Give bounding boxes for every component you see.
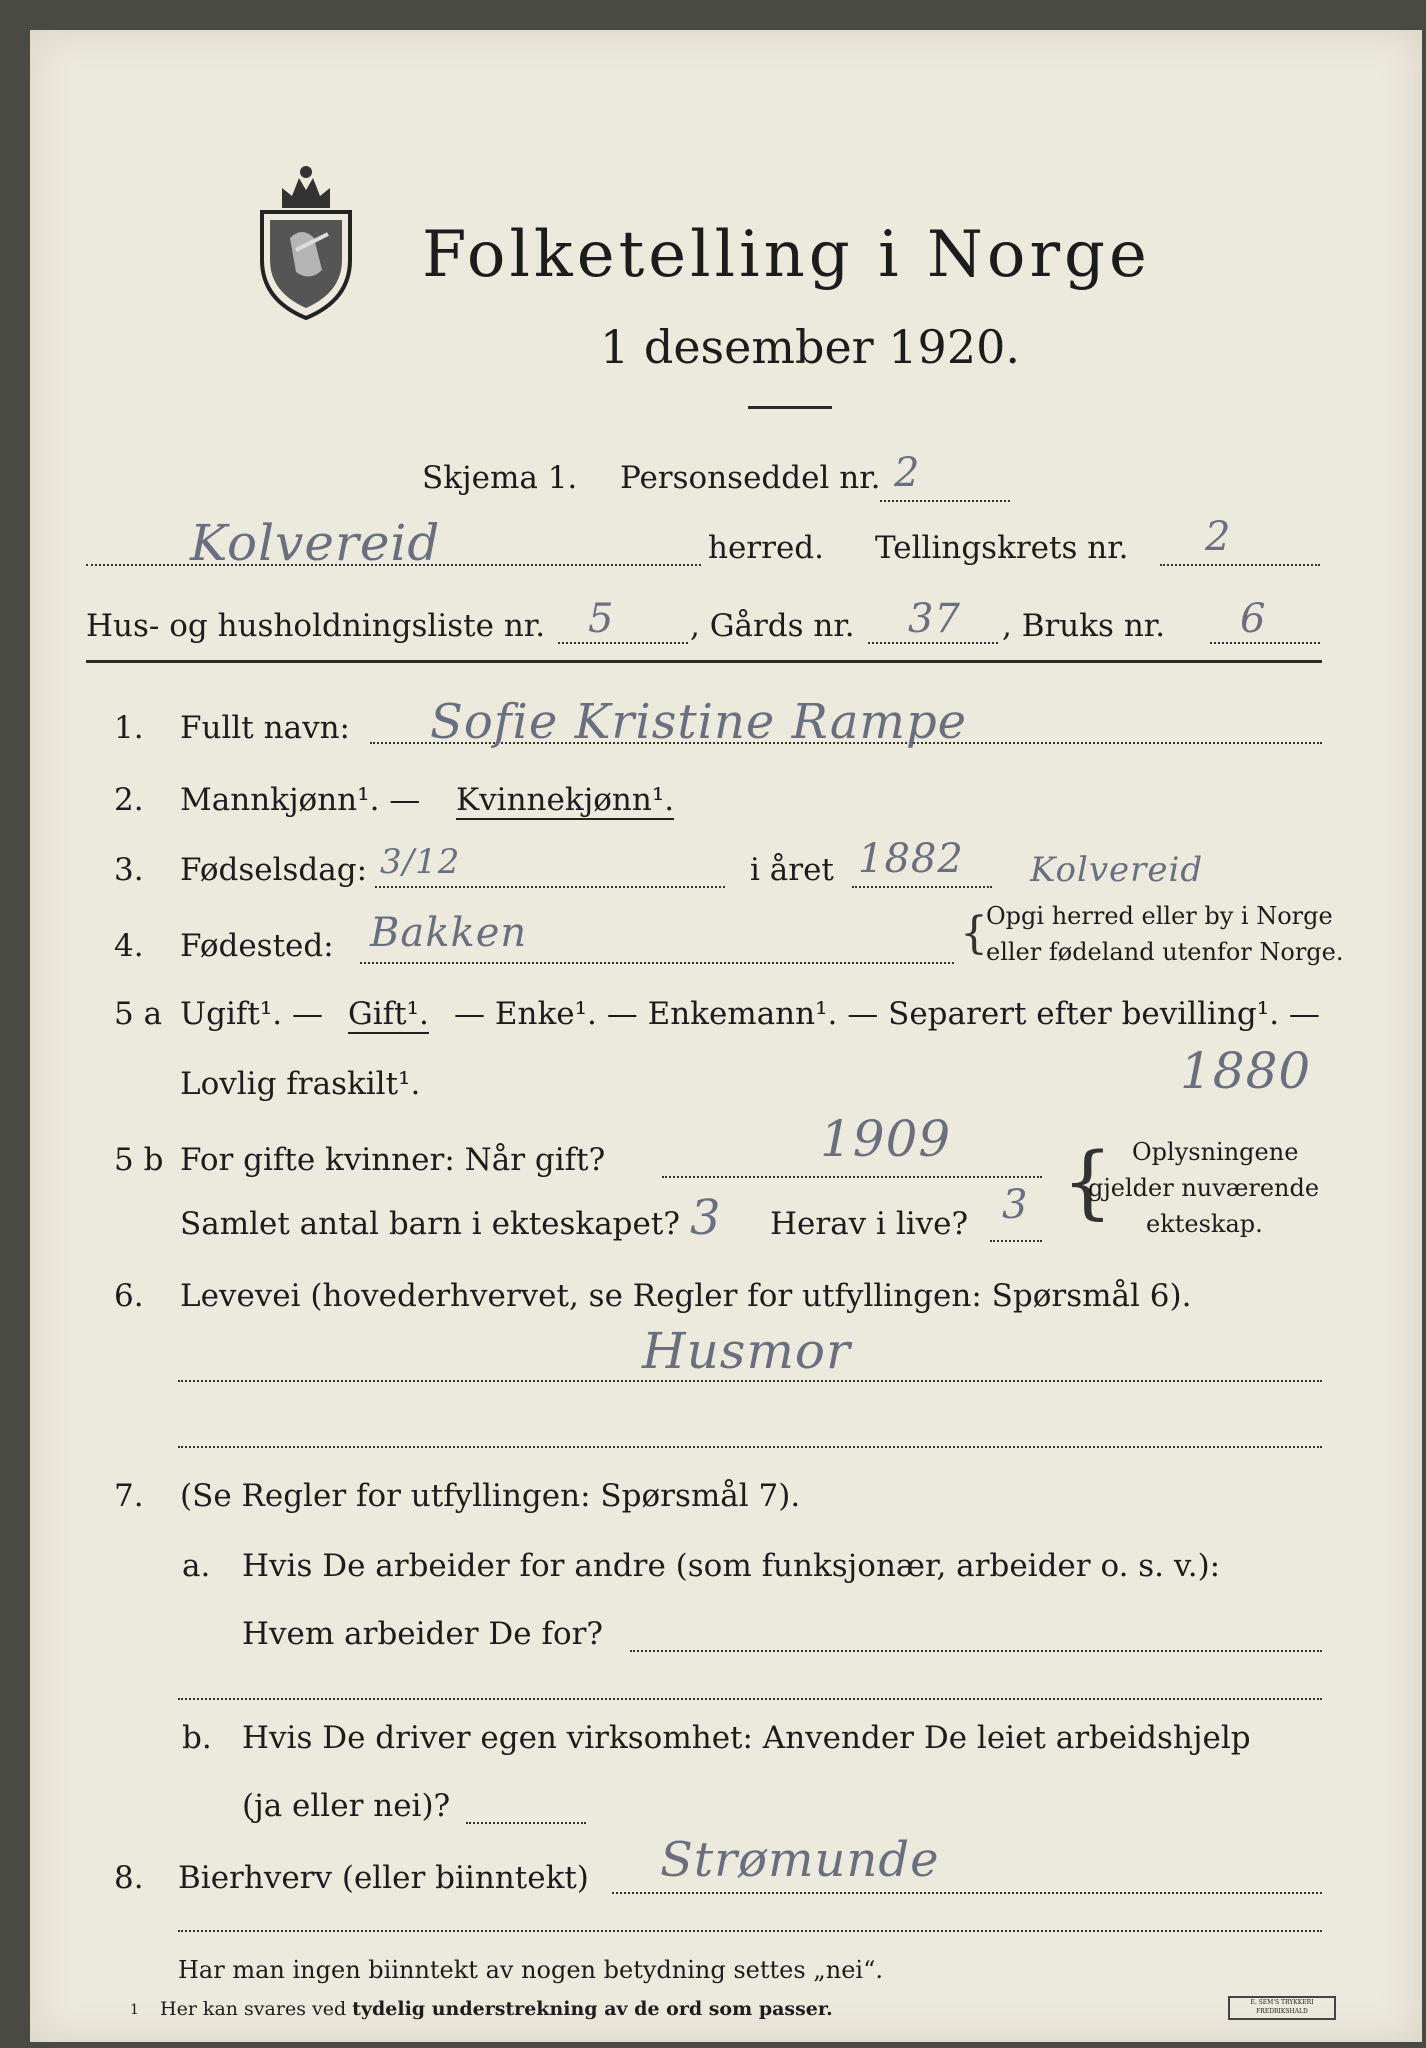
q7a-number: a. [182, 1548, 211, 1584]
q5a-line2: Lovlig fraskilt¹. [180, 1066, 421, 1102]
q4-value: Bakken [370, 910, 528, 956]
q8-extra-line [178, 1930, 1322, 1932]
footer-note: Har man ingen biinntekt av nogen betydning settes „nei“. [178, 1956, 883, 1984]
q7b-line1: Hvis De driver egen virksomhet: Anvender De leiet arbeidshjelp [242, 1720, 1251, 1756]
q7-number: 7. [114, 1478, 144, 1514]
q7b-number: b. [182, 1720, 212, 1756]
q6-line1 [178, 1380, 1322, 1382]
q1-number: 1. [114, 710, 144, 746]
q7a-line1: Hvis De arbeider for andre (som funksjonær, arbeider o. s. v.): [242, 1548, 1221, 1584]
q5b-line3 [990, 1240, 1042, 1242]
q3-margin-note: Kolvereid [1030, 850, 1204, 890]
q8-label: Bierhverv (eller biinntekt) [178, 1860, 589, 1896]
q5a-number: 5 a [114, 996, 163, 1032]
census-date: 1 desember 1920. [600, 320, 1020, 374]
tellingskrets-label: Tellingskrets nr. [875, 530, 1129, 566]
personseddel-label: Personseddel nr. [620, 460, 881, 496]
q7b-line2: (ja eller nei)? [242, 1788, 451, 1824]
tellingskrets-line [1160, 564, 1320, 566]
q7a-extra-line [178, 1698, 1322, 1700]
q3-day: 3/12 [380, 842, 461, 882]
q6-number: 6. [114, 1278, 144, 1314]
personseddel-value: 2 [894, 450, 921, 496]
q8-value: Strømunde [660, 1832, 940, 1888]
personseddel-line [880, 500, 1010, 502]
q5b-value1: 1909 [820, 1110, 952, 1168]
q6-label: Levevei (hovederhvervet, se Regler for utfyllingen: Spørsmål 6). [180, 1278, 1192, 1314]
q5b-number: 5 b [114, 1142, 164, 1178]
q7a-line2: Hvem arbeider De for? [242, 1616, 604, 1652]
q3-year-line [852, 886, 992, 888]
q5b-brace: { [1062, 1135, 1113, 1228]
q2-number: 2. [114, 782, 144, 818]
skjema-label: Skjema 1. [422, 460, 578, 496]
q5b-value2: 3 [690, 1190, 722, 1246]
q3-day-line [375, 886, 725, 888]
q5b-value3: 3 [1002, 1182, 1029, 1228]
title-divider [748, 406, 832, 409]
q4-note-line1: Opgi herred eller by i Norge [986, 902, 1333, 930]
husliste-line [558, 642, 688, 644]
q3-year-label: i året [750, 852, 834, 888]
q5b-note1: Oplysningene [1132, 1138, 1299, 1166]
q3-label: Fødselsdag: [180, 852, 368, 888]
q7-label: (Se Regler for utfyllingen: Spørsmål 7). [180, 1478, 801, 1514]
q5b-note3: ekteskap. [1146, 1210, 1263, 1238]
q2-mann: Mannkjønn¹. — [180, 782, 421, 818]
gards-label: , Gårds nr. [690, 608, 855, 644]
gards-line [868, 642, 998, 644]
herred-value: Kolvereid [190, 514, 441, 572]
q5a-rest: — Enke¹. — Enkemann¹. — Separert efter bevilling¹. — [454, 996, 1320, 1032]
census-form [30, 30, 1422, 2042]
q5a-ugift: Ugift¹. — [180, 996, 323, 1032]
footnote-plain: Her kan svares ved [160, 1998, 347, 2020]
q6-line2 [178, 1446, 1322, 1448]
form-title: Folketelling i Norge [422, 218, 1151, 292]
q8-number: 8. [114, 1860, 144, 1896]
header-separator [86, 660, 1322, 663]
husliste-value: 5 [588, 596, 615, 642]
q4-brace: { [960, 908, 988, 959]
q7b-answer-line [466, 1822, 586, 1824]
q5a-margin-note: 1880 [1180, 1042, 1312, 1100]
footnote-text [160, 1998, 833, 2020]
footnote-mark: 1 [130, 2002, 139, 2018]
footnote-bold: tydelig understrekning av de ord som passer. [352, 1998, 833, 2020]
bruks-value: 6 [1240, 596, 1267, 642]
q8-line [612, 1892, 1322, 1894]
q7a-answer-line [630, 1650, 1322, 1652]
q5b-note2: gjelder nuværende [1088, 1174, 1320, 1202]
husliste-label: Hus- og husholdningsliste nr. [86, 608, 546, 644]
tellingskrets-value: 2 [1205, 514, 1232, 560]
bruks-label: , Bruks nr. [1002, 608, 1166, 644]
gards-value: 37 [908, 596, 961, 642]
q2-kvinne: Kvinnekjønn¹. [456, 782, 675, 818]
norway-coat-of-arms-icon [252, 160, 360, 320]
herred-label: herred. [708, 530, 824, 566]
q5a-gift: Gift¹. [348, 996, 429, 1032]
q4-number: 4. [114, 928, 144, 964]
q1-value: Sofie Kristine Rampe [430, 694, 968, 750]
q5b-label2: Samlet antal barn i ekteskapet? [180, 1206, 680, 1242]
q5b-label1: For gifte kvinner: Når gift? [180, 1142, 606, 1178]
q4-line [360, 962, 954, 964]
q3-year: 1882 [858, 836, 964, 882]
q6-value: Husmor [642, 1322, 851, 1380]
q5b-label3: Herav i live? [770, 1206, 969, 1242]
bruks-line [1210, 642, 1320, 644]
q1-label: Fullt navn: [180, 710, 350, 746]
printer-stamp: E. SEM'S TRYKKERI FREDRIKSHALD [1228, 1996, 1336, 2020]
q4-note-line2: eller fødeland utenfor Norge. [986, 938, 1344, 966]
q3-number: 3. [114, 852, 144, 888]
q5b-line1 [662, 1176, 1042, 1178]
q4-label: Fødested: [180, 928, 334, 964]
